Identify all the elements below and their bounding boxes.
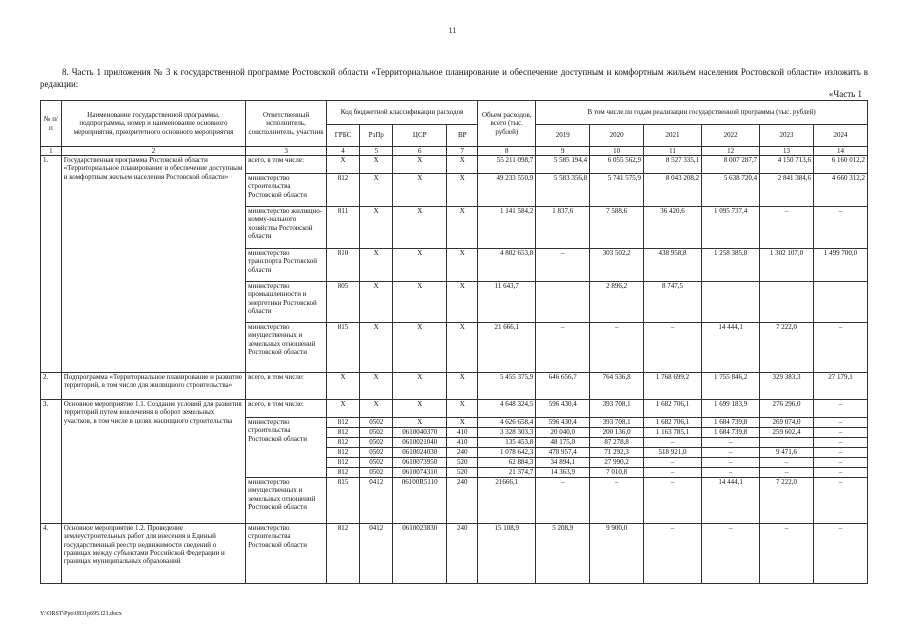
cell-2020: 200 136,0 <box>590 428 644 438</box>
row-executor: министерство промышленности и энергетики Ростовской области <box>246 282 327 323</box>
cell-csr: 0610024030 <box>393 448 447 458</box>
cell-2021: 36 420,6 <box>644 207 702 249</box>
cell-vr: Х <box>447 373 478 400</box>
cell-csr: Х <box>393 323 447 373</box>
cell-2023: – <box>760 207 814 249</box>
cell-2019: – <box>536 323 590 373</box>
row-executor: министерство жилищно-комму-нального хозяйства Ростовской области <box>246 207 327 249</box>
row-num: 4. <box>41 524 62 584</box>
cell-total: 135 453,8 <box>478 438 536 448</box>
cell-rzpr: Х <box>360 282 393 323</box>
cell-vr: Х <box>447 249 478 282</box>
cell-total: 49 233 550,9 <box>478 174 536 207</box>
cell-total: 62 884,3 <box>478 458 536 468</box>
cell-grbs: 812 <box>326 418 359 428</box>
col-number: 10 <box>590 147 644 156</box>
cell-grbs: 812 <box>326 428 359 438</box>
cell-2020: 6 055 562,9 <box>590 156 644 174</box>
cell-2019: – <box>536 478 590 524</box>
cell-vr: 240 <box>447 478 478 524</box>
header-budget-code: Код бюджетной классификации расходов <box>326 101 477 125</box>
row-executor: всего, в том числе: <box>246 373 327 400</box>
col-number: 11 <box>644 147 702 156</box>
cell-2020: 303 502,2 <box>590 249 644 282</box>
cell-total: 55 211 098,7 <box>478 156 536 174</box>
col-number: 14 <box>813 147 867 156</box>
cell-total: 11 643,7 <box>478 282 536 323</box>
cell-rzpr: 0502 <box>360 428 393 438</box>
table-row <box>41 373 868 400</box>
row-executor: министерство строительства Ростовской области <box>246 524 327 584</box>
cell-csr: Х <box>393 373 447 400</box>
part-label: «Часть 1 <box>828 89 862 99</box>
cell-grbs: 805 <box>326 282 359 323</box>
cell-rzpr: Х <box>360 323 393 373</box>
cell-2021: – <box>644 438 702 448</box>
cell-2024: – <box>813 448 867 458</box>
cell-csr: 0610073950 <box>393 458 447 468</box>
expenditure-table <box>40 100 868 584</box>
cell-2021: 1 682 706,1 <box>644 400 702 418</box>
cell-2019: 596 430,4 <box>536 400 590 418</box>
cell-grbs: 812 <box>326 524 359 584</box>
cell-2024: 6 160 012,2 <box>813 156 867 174</box>
cell-grbs: 815 <box>326 323 359 373</box>
cell-total: 4 648 324,5 <box>478 400 536 418</box>
cell-rzpr: Х <box>360 207 393 249</box>
cell-grbs: 812 <box>326 458 359 468</box>
row-executor: всего, в том числе: <box>246 156 327 174</box>
cell-csr: 0610074310 <box>393 468 447 478</box>
cell-2020: 27 990,2 <box>590 458 644 468</box>
cell-2022: 5 638 720,4 <box>702 174 760 207</box>
cell-rzpr: Х <box>360 373 393 400</box>
cell-csr: Х <box>393 400 447 418</box>
cell-grbs: 812 <box>326 174 359 207</box>
cell-total: 1 141 584,2 <box>478 207 536 249</box>
cell-2020: 5 741 575,9 <box>590 174 644 207</box>
header-name: Наименование государственной программы, подпрограммы, номер и наименование основного мероприятия, приоритетного основного мероприятия <box>61 101 245 147</box>
header-year: 2019 <box>536 125 590 147</box>
cell-csr: Х <box>393 174 447 207</box>
col-number: 5 <box>360 147 393 156</box>
cell-vr: Х <box>447 400 478 418</box>
row-num: 3. <box>41 400 62 524</box>
intro-paragraph: 8. Часть 1 приложения № 3 к государственной программе Ростовской области «Территориальное планирование и обеспечение доступным и комфортным жильем населения Ростовской области» изложить в редакции: <box>40 67 868 89</box>
row-name: Основное мероприятие 1.2. Проведение землеустроительных работ для внесения в Единый государственный реестр недвижимости сведений о границах между субъектами Российской Федерации и границах муниципальных образований <box>61 524 245 584</box>
cell-2019: 20 040,0 <box>536 428 590 438</box>
cell-2020: 87 278,8 <box>590 438 644 448</box>
col-number: 9 <box>536 147 590 156</box>
cell-vr: Х <box>447 418 478 428</box>
page-number: 11 <box>448 26 457 35</box>
row-name: Основное мероприятие 1.1. Создание условий для развития территорий путем вовлечения в оборот земельных участков, в том числе в целях жилищного строительства <box>61 400 245 524</box>
row-executor: министерство строительства Ростовской области <box>246 174 327 207</box>
cell-2021: – <box>644 478 702 524</box>
cell-2019 <box>536 282 590 323</box>
cell-2019: 48 175,0 <box>536 438 590 448</box>
cell-2024 <box>813 282 867 323</box>
header-grbs: ГРБС <box>326 125 359 147</box>
table-row <box>41 400 868 418</box>
col-number: 6 <box>393 147 447 156</box>
cell-2024: – <box>813 438 867 448</box>
cell-rzpr: Х <box>360 400 393 418</box>
cell-grbs: 810 <box>326 249 359 282</box>
cell-vr: Х <box>447 282 478 323</box>
cell-rzpr: 0502 <box>360 438 393 448</box>
cell-2020: 764 536,8 <box>590 373 644 400</box>
table-row <box>41 156 868 174</box>
cell-grbs: Х <box>326 400 359 418</box>
cell-2021: – <box>644 524 702 584</box>
header-num: № п/п <box>41 101 62 147</box>
cell-csr: Х <box>393 207 447 249</box>
cell-vr: 410 <box>447 438 478 448</box>
cell-2020: 71 292,3 <box>590 448 644 458</box>
cell-2022: 14 444,1 <box>702 478 760 524</box>
col-number: 2 <box>61 147 245 156</box>
cell-2022: – <box>702 468 760 478</box>
cell-2021: – <box>644 323 702 373</box>
cell-total: 15 108,9 <box>478 524 536 584</box>
cell-vr: Х <box>447 207 478 249</box>
cell-2024: 4 660 312,2 <box>813 174 867 207</box>
cell-2021: – <box>644 468 702 478</box>
cell-2022: 1 095 737,4 <box>702 207 760 249</box>
cell-2022: 1 699 183,9 <box>702 400 760 418</box>
cell-csr: 06100R5110 <box>393 478 447 524</box>
row-name: Подпрограмма «Территориальное планирование и развитие территорий, в том числе для жилищного строительства» <box>61 373 245 400</box>
cell-2021: 8 043 208,2 <box>644 174 702 207</box>
col-number: 8 <box>478 147 536 156</box>
header-volume: Объем расходов, всего (тыс. рублей) <box>478 101 536 147</box>
row-executor: всего, в том числе: <box>246 400 327 418</box>
cell-2024: 1 499 700,0 <box>813 249 867 282</box>
cell-2023: 7 222,0 <box>760 478 814 524</box>
file-path-footer: Y:\ORST\Ppo\0831p695.f21.docx <box>40 611 122 617</box>
cell-2023 <box>760 438 814 448</box>
cell-2021: 1 682 706,1 <box>644 418 702 428</box>
cell-grbs: Х <box>326 373 359 400</box>
header-rzpr: РзПр <box>360 125 393 147</box>
cell-total: 4 802 653,8 <box>478 249 536 282</box>
col-number: 7 <box>447 147 478 156</box>
cell-2019: 5 208,9 <box>536 524 590 584</box>
header-year: 2024 <box>813 125 867 147</box>
cell-grbs: 815 <box>326 478 359 524</box>
cell-2022: – <box>702 438 760 448</box>
cell-rzpr: 0412 <box>360 478 393 524</box>
cell-2023: 329 383,3 <box>760 373 814 400</box>
header-year: 2021 <box>644 125 702 147</box>
cell-2021: 8 747,5 <box>644 282 702 323</box>
cell-rzpr: 0502 <box>360 418 393 428</box>
cell-vr: 240 <box>447 448 478 458</box>
cell-2021: 438 958,8 <box>644 249 702 282</box>
row-executor: министерство строительства Ростовской области <box>246 418 327 478</box>
cell-2021: 1 163 785,1 <box>644 428 702 438</box>
cell-vr: 520 <box>447 468 478 478</box>
cell-vr: 410 <box>447 428 478 438</box>
cell-2023: 276 296,0 <box>760 400 814 418</box>
cell-2024: – <box>813 524 867 584</box>
row-executor: министерство транспорта Ростовской области <box>246 249 327 282</box>
header-year: 2020 <box>590 125 644 147</box>
cell-2020: 7 588,6 <box>590 207 644 249</box>
cell-2020: 9 900,0 <box>590 524 644 584</box>
table-row <box>41 524 868 584</box>
cell-2023 <box>760 282 814 323</box>
cell-2020: 7 010,8 <box>590 468 644 478</box>
cell-2024: – <box>813 400 867 418</box>
cell-rzpr: 0412 <box>360 524 393 584</box>
cell-vr: Х <box>447 323 478 373</box>
cell-2022: 8 007 287,7 <box>702 156 760 174</box>
cell-2024: – <box>813 418 867 428</box>
cell-2022: 1 258 385,8 <box>702 249 760 282</box>
cell-grbs: 811 <box>326 207 359 249</box>
row-executor: министерство имущественных и земельных отношений Ростовской области <box>246 478 327 524</box>
header-year: 2022 <box>702 125 760 147</box>
col-number: 13 <box>760 147 814 156</box>
cell-2019: 14 363,9 <box>536 468 590 478</box>
col-number: 1 <box>41 147 62 156</box>
cell-total: 21666,1 <box>478 478 536 524</box>
cell-2021: 8 527 335,1 <box>644 156 702 174</box>
cell-2023: 7 222,0 <box>760 323 814 373</box>
header-year: 2023 <box>760 125 814 147</box>
cell-csr: Х <box>393 418 447 428</box>
cell-2022 <box>702 282 760 323</box>
cell-rzpr: 0502 <box>360 448 393 458</box>
col-number: 3 <box>246 147 327 156</box>
col-number: 12 <box>702 147 760 156</box>
cell-csr: 0610023830 <box>393 524 447 584</box>
cell-2022: 1 684 739,8 <box>702 428 760 438</box>
cell-total: 4 626 658,4 <box>478 418 536 428</box>
header-executor: Ответственный исполнитель, соисполнитель, участник <box>246 101 327 147</box>
cell-2023: – <box>760 468 814 478</box>
cell-2020: 393 708,1 <box>590 418 644 428</box>
cell-csr: Х <box>393 282 447 323</box>
cell-grbs: 812 <box>326 448 359 458</box>
cell-2023: 1 302 107,0 <box>760 249 814 282</box>
cell-grbs: Х <box>326 156 359 174</box>
cell-2022: 14 444,1 <box>702 323 760 373</box>
cell-total: 5 455 375,9 <box>478 373 536 400</box>
cell-2024: – <box>813 428 867 438</box>
cell-2019: 596 430,4 <box>536 418 590 428</box>
cell-rzpr: Х <box>360 174 393 207</box>
cell-vr: 240 <box>447 524 478 584</box>
cell-total: 21 374,7 <box>478 468 536 478</box>
cell-grbs: 812 <box>326 468 359 478</box>
cell-2023: – <box>760 458 814 468</box>
row-num: 2. <box>41 373 62 400</box>
cell-2023: 2 841 384,6 <box>760 174 814 207</box>
cell-2024: – <box>813 478 867 524</box>
cell-2019: 5 583 356,8 <box>536 174 590 207</box>
cell-2024: 27 179,1 <box>813 373 867 400</box>
cell-2023: 4 150 713,6 <box>760 156 814 174</box>
cell-rzpr: Х <box>360 249 393 282</box>
cell-2022: – <box>702 448 760 458</box>
cell-2022: 1 684 739,8 <box>702 418 760 428</box>
cell-2019: 646 656,7 <box>536 373 590 400</box>
cell-vr: Х <box>447 156 478 174</box>
cell-vr: Х <box>447 174 478 207</box>
cell-2020: – <box>590 323 644 373</box>
col-number: 4 <box>326 147 359 156</box>
cell-total: 21 666,1 <box>478 323 536 373</box>
cell-rzpr: 0502 <box>360 468 393 478</box>
cell-2019: 478 957,4 <box>536 448 590 458</box>
cell-csr: 0610040370 <box>393 428 447 438</box>
cell-rzpr: Х <box>360 156 393 174</box>
cell-vr: 520 <box>447 458 478 468</box>
cell-csr: Х <box>393 249 447 282</box>
cell-2019: – <box>536 249 590 282</box>
cell-2022: – <box>702 524 760 584</box>
row-num: 1. <box>41 156 62 373</box>
cell-2021: – <box>644 458 702 468</box>
cell-2020: – <box>590 478 644 524</box>
cell-2022: 1 755 846,2 <box>702 373 760 400</box>
header-csr: ЦСР <box>393 125 447 147</box>
cell-2021: 518 921,0 <box>644 448 702 458</box>
cell-2024: – <box>813 207 867 249</box>
cell-2019: 34 894,1 <box>536 458 590 468</box>
cell-2024: – <box>813 323 867 373</box>
cell-2020: 393 708,1 <box>590 400 644 418</box>
cell-2023: 9 471,6 <box>760 448 814 458</box>
cell-2020: 2 896,2 <box>590 282 644 323</box>
cell-2022: – <box>702 458 760 468</box>
row-name: Государственная программа Ростовской области «Территориальное планирование и обеспечение доступным и комфортным жильем населения Ростовской области» <box>61 156 245 373</box>
cell-csr: Х <box>393 156 447 174</box>
cell-2023: 269 074,0 <box>760 418 814 428</box>
cell-2023: – <box>760 524 814 584</box>
cell-total: 3 328 303,3 <box>478 428 536 438</box>
cell-total: 1 078 642,3 <box>478 448 536 458</box>
cell-2019: 5 585 194,4 <box>536 156 590 174</box>
cell-grbs: 812 <box>326 438 359 448</box>
cell-2024: – <box>813 468 867 478</box>
cell-2019: 1 837,6 <box>536 207 590 249</box>
header-by-years: В том числе по годам реализации государственной программы (тыс. рублей) <box>536 101 868 125</box>
cell-2023: 259 602,4 <box>760 428 814 438</box>
header-vr: ВР <box>447 125 478 147</box>
cell-csr: 0610021040 <box>393 438 447 448</box>
cell-rzpr: 0502 <box>360 458 393 468</box>
row-executor: министерство имущественных и земельных отношений Ростовской области <box>246 323 327 373</box>
cell-2021: 1 768 699,2 <box>644 373 702 400</box>
cell-2024: – <box>813 458 867 468</box>
